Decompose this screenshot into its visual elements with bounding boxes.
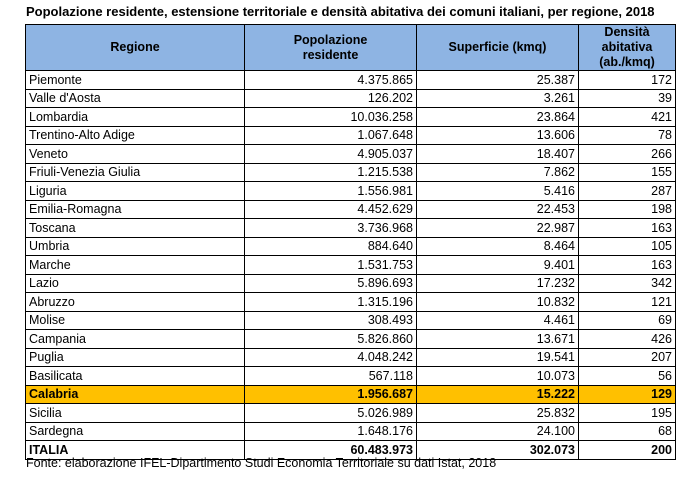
header-densita (579, 25, 676, 71)
cell-superficie: 23.864 (417, 108, 579, 127)
table-row (26, 385, 676, 404)
cell-popolazione: 1.956.687 (245, 385, 417, 404)
header-regione: Regione (26, 25, 245, 71)
cell-regione: Lazio (26, 274, 245, 293)
table-row (26, 330, 676, 349)
cell-popolazione: 4.375.865 (245, 71, 417, 90)
cell-popolazione: 60.483.973 (245, 441, 417, 460)
cell-superficie: 18.407 (417, 145, 579, 164)
cell-popolazione: 884.640 (245, 237, 417, 256)
cell-densita: 163 (579, 256, 676, 275)
cell-densita: 68 (579, 422, 676, 441)
cell-superficie: 25.387 (417, 71, 579, 90)
cell-densita: 105 (579, 237, 676, 256)
table-row (26, 404, 676, 423)
cell-superficie: 25.832 (417, 404, 579, 423)
cell-densita: 121 (579, 293, 676, 312)
cell-densita: 426 (579, 330, 676, 349)
cell-superficie: 302.073 (417, 441, 579, 460)
cell-popolazione: 126.202 (245, 89, 417, 108)
cell-popolazione: 308.493 (245, 311, 417, 330)
table-row (26, 200, 676, 219)
header-popolazione-line1: Popolazione (293, 32, 368, 47)
cell-superficie: 17.232 (417, 274, 579, 293)
cell-superficie: 7.862 (417, 163, 579, 182)
cell-popolazione: 1.648.176 (245, 422, 417, 441)
header-popolazione-line2: residente (302, 47, 359, 62)
cell-regione: Valle d'Aosta (26, 89, 245, 108)
cell-regione: Sicilia (26, 404, 245, 423)
cell-superficie: 3.261 (417, 89, 579, 108)
cell-superficie: 5.416 (417, 182, 579, 201)
cell-densita: 69 (579, 311, 676, 330)
cell-regione: Umbria (26, 237, 245, 256)
cell-regione: Molise (26, 311, 245, 330)
cell-densita: 198 (579, 200, 676, 219)
cell-regione: ITALIA (26, 441, 245, 460)
cell-popolazione: 5.026.989 (245, 404, 417, 423)
cell-densita: 266 (579, 145, 676, 164)
cell-popolazione: 1.067.648 (245, 126, 417, 145)
regions-table (25, 24, 676, 460)
cell-superficie: 13.606 (417, 126, 579, 145)
header-densita-line1: Densità abitativa (601, 25, 653, 54)
cell-popolazione: 5.826.860 (245, 330, 417, 349)
cell-densita: 195 (579, 404, 676, 423)
cell-regione: Campania (26, 330, 245, 349)
cell-densita: 129 (579, 385, 676, 404)
cell-densita: 78 (579, 126, 676, 145)
cell-regione: Calabria (26, 385, 245, 404)
cell-popolazione: 1.315.196 (245, 293, 417, 312)
header-row (26, 25, 676, 71)
cell-regione: Friuli-Venezia Giulia (26, 163, 245, 182)
cell-popolazione: 10.036.258 (245, 108, 417, 127)
cell-regione: Emilia-Romagna (26, 200, 245, 219)
cell-superficie: 10.073 (417, 367, 579, 386)
table-row (26, 126, 676, 145)
cell-superficie: 8.464 (417, 237, 579, 256)
table-row (26, 348, 676, 367)
table-row (26, 274, 676, 293)
cell-regione: Abruzzo (26, 293, 245, 312)
cell-superficie: 13.671 (417, 330, 579, 349)
cell-densita: 172 (579, 71, 676, 90)
cell-regione: Piemonte (26, 71, 245, 90)
cell-popolazione: 4.048.242 (245, 348, 417, 367)
cell-popolazione: 1.215.538 (245, 163, 417, 182)
table-header (26, 25, 676, 71)
table-body (26, 71, 676, 460)
table-row (26, 89, 676, 108)
cell-popolazione: 1.531.753 (245, 256, 417, 275)
cell-densita: 39 (579, 89, 676, 108)
cell-regione: Toscana (26, 219, 245, 238)
cell-regione: Trentino-Alto Adige (26, 126, 245, 145)
cell-regione: Veneto (26, 145, 245, 164)
table-row (26, 145, 676, 164)
cell-popolazione: 4.905.037 (245, 145, 417, 164)
cell-regione: Marche (26, 256, 245, 275)
table-row (26, 367, 676, 386)
table-row (26, 422, 676, 441)
header-superficie: Superficie (kmq) (417, 25, 579, 71)
cell-regione: Puglia (26, 348, 245, 367)
cell-regione: Liguria (26, 182, 245, 201)
cell-densita: 421 (579, 108, 676, 127)
cell-popolazione: 5.896.693 (245, 274, 417, 293)
table-row (26, 311, 676, 330)
table-row (26, 182, 676, 201)
cell-superficie: 22.453 (417, 200, 579, 219)
cell-densita: 342 (579, 274, 676, 293)
header-popolazione (245, 25, 417, 71)
table-row (26, 219, 676, 238)
cell-densita: 207 (579, 348, 676, 367)
table-row (26, 237, 676, 256)
table-row (26, 108, 676, 127)
cell-superficie: 10.832 (417, 293, 579, 312)
cell-regione: Lombardia (26, 108, 245, 127)
table-row (26, 256, 676, 275)
table-row (26, 71, 676, 90)
cell-densita: 155 (579, 163, 676, 182)
table-row (26, 293, 676, 312)
table-title: Popolazione residente, estensione territoriale e densità abitativa dei comuni italiani, per regione, 2018 (26, 4, 655, 19)
cell-superficie: 15.222 (417, 385, 579, 404)
cell-superficie: 4.461 (417, 311, 579, 330)
cell-regione: Sardegna (26, 422, 245, 441)
source-note: Fonte: elaborazione IFEL-Dipartimento Studi Economia Territoriale su dati Istat, 2018 (26, 456, 497, 470)
cell-superficie: 22.987 (417, 219, 579, 238)
cell-popolazione: 567.118 (245, 367, 417, 386)
cell-superficie: 19.541 (417, 348, 579, 367)
cell-densita: 200 (579, 441, 676, 460)
cell-regione: Basilicata (26, 367, 245, 386)
cell-densita: 287 (579, 182, 676, 201)
table-row (26, 163, 676, 182)
cell-densita: 56 (579, 367, 676, 386)
cell-popolazione: 1.556.981 (245, 182, 417, 201)
cell-popolazione: 4.452.629 (245, 200, 417, 219)
cell-superficie: 9.401 (417, 256, 579, 275)
cell-popolazione: 3.736.968 (245, 219, 417, 238)
cell-densita: 163 (579, 219, 676, 238)
cell-superficie: 24.100 (417, 422, 579, 441)
header-densita-line2: (ab./kmq) (599, 55, 655, 69)
